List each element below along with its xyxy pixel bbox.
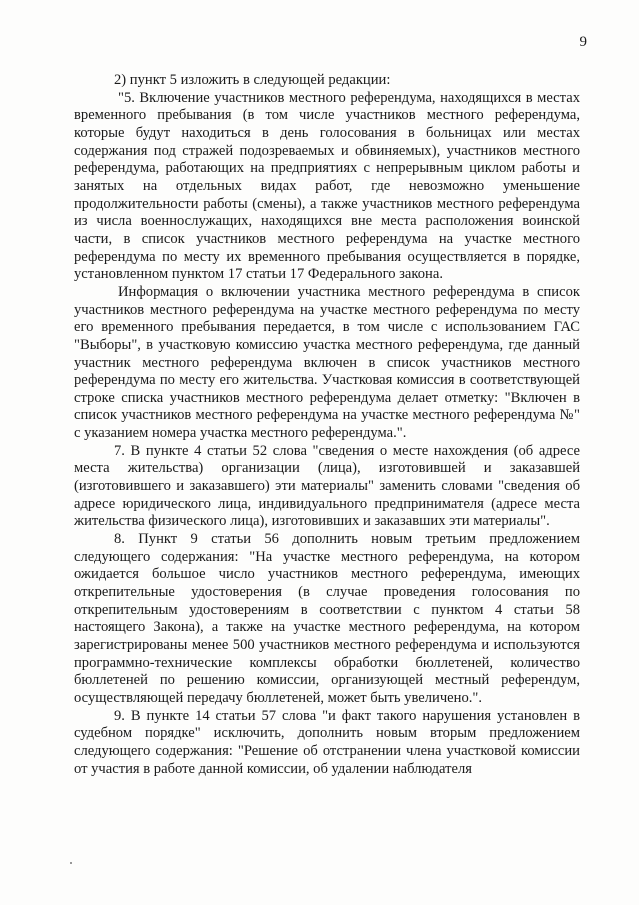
paragraph-information-text: Информация о включении участника местного референдума в список участников местного референдума на участке местного референдума по месту его временного пребывания передается, в том числе с использованием ГАС "Выборы", в участковую комиссию участка местного референдума, где данный участник местного референдума включен в список участников местного референдума по месту его жительства. Участковая комиссия в соответствующей строке списка участников местного референдума делает отметку: "Включен в список участников местного референдума на участке местного референдума №" с указанием номера участка местного референдума.". <box>74 283 580 442</box>
document-body <box>74 72 580 778</box>
paragraph-item-9: 9. В пункте 14 статьи 57 слова "и факт такого нарушения установлен в судебном порядке" исключить, дополнить новым вторым предложением следующего содержания: "Решение об отстранении члена участковой комиссии от участия в работе данной комиссии, об удалении наблюдателя <box>74 707 580 777</box>
paragraph-item-7: 7. В пункте 4 статьи 52 слова "сведения о месте нахождения (об адресе места жительства) организации (лица), изготовившей и заказавшей (изготовившего и заказавшего) эти материалы" заменить словами "сведения об адресе юридического лица, индивидуального предпринимателя (адресе места жительства физического лица), изготовивших и заказавших эти материалы". <box>74 442 580 530</box>
scan-speck <box>70 862 72 864</box>
paragraph-point-5-text: "5. Включение участников местного референдума, находящихся в местах временного пребывания (в том числе участников местного референдума, которые будут находиться в день голосования в больницах или местах содержания под стражей подозреваемых и обвиняемых), участников местного референдума, работающих на предприятиях с непрерывным циклом работы и занятых на отдельных видах работ, где невозможно уменьшение продолжительности работы (смены), а также участников местного референдума из числа военнослужащих, находящихся вне места расположения воинской части, в список участников местного референдума на участке местного референдума по месту их временного пребывания осуществляется в порядке, установленном пунктом 17 статьи 17 Федерального закона. <box>74 89 580 283</box>
paragraph-item-8: 8. Пункт 9 статьи 56 дополнить новым третьим предложением следующего содержания: "На участке местного референдума, на котором ожидается большое число участников местного референдума, имеющих открепительные удостоверения (в случае проведения голосования по открепительным удостоверениям в соответствии с пунктом 4 статьи 58 настоящего Закона), а также на участке местного референдума, на котором зарегистрированы менее 500 участников местного референдума и используются программно-технические комплексы обработки бюллетеней, количество бюллетеней по решению комиссии, организующей местный референдум, осуществляющей передачу бюллетеней, может быть увеличено.". <box>74 531 580 706</box>
paragraph-item-2-intro: 2) пункт 5 изложить в следующей редакции: <box>114 72 391 88</box>
page-number: 9 <box>579 34 587 50</box>
